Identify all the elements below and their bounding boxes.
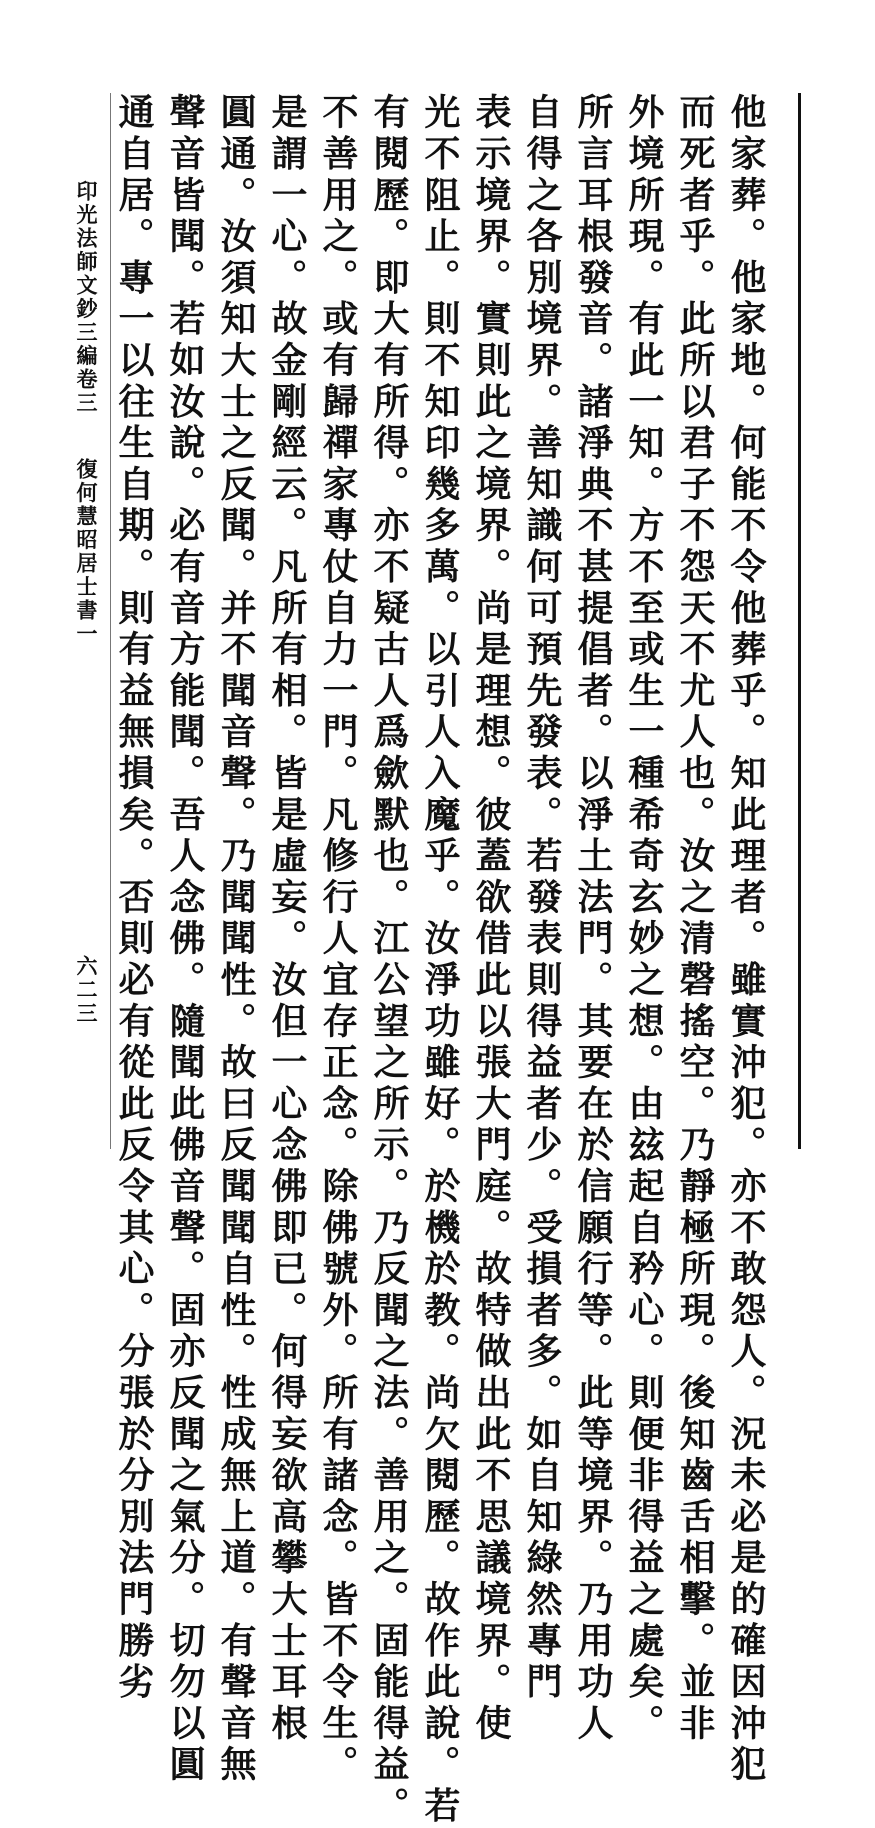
text-column-12: 聲音皆聞。若如汝說。必有音方能聞。吾人念佛。隨聞此佛音聲。固亦反聞之氣分。切勿以圓 [164, 93, 206, 1787]
page-fold-line [110, 93, 111, 1149]
text-column-1: 他家葬。他家地。何能不令他葬乎。知此理者。雖實沖犯。亦不敢怨人。況未必是的確因沖犯 [725, 93, 767, 1787]
text-column-5: 自得之各別境界。善知識何可預先發表。若發表則得益者少。受損者多。如自知綠然專門 [521, 93, 563, 1704]
text-column-11: 圓通。汝須知大士之反聞。并不聞音聲。乃聞聞性。故曰反聞聞自性。性成無上道。有聲音無 [215, 93, 257, 1787]
text-frame [113, 93, 801, 1828]
text-column-7: 光不阻止。則不知印幾多萬。以引人入魔乎。汝淨功雖好。於機於教。尚欠閱歷。故作此說。若 [419, 93, 461, 1828]
text-column-4: 所言耳根發音。諸淨典不甚提倡者。以淨土法門。其要在於信願行等。此等境界。乃用功人 [572, 93, 614, 1745]
letter-title: 復何慧昭居士書一 [74, 458, 99, 646]
text-column-9: 不善用之。或有歸禪家專仗自力一門。凡修行人宜存正念。除佛號外。所有諸念。皆不令生。 [317, 93, 359, 1787]
text-column-8: 有閱歷。即大有所得。亦不疑古人爲歛默也。江公望之所示。乃反聞之法。善用之。固能得益。 [368, 93, 410, 1828]
text-column-2: 而死者乎。此所以君子不怨天不尤人也。汝之清磬搖空。乃靜極所現。後知齒舌相擊。並非 [674, 93, 716, 1745]
text-column-10: 是謂一心。故金剛經云。凡所有相。皆是虛妄。汝但一心念佛即已。何得妄欲高攀大士耳根 [266, 93, 308, 1745]
text-column-6: 表示境界。實則此之境界。尚是理想。彼蓋欲借此以張大門庭。故特做出此不思議境界。使 [470, 93, 512, 1745]
text-column-3: 外境所現。有此一知。方不至或生一種希奇玄妙之想。由玆起自矜心。則便非得益之處矣。 [623, 93, 665, 1745]
page-number: 六二三 [74, 955, 99, 1026]
book-title: 印光法師文鈔三編卷三 [74, 180, 99, 415]
text-column-13: 通自居。專一以往生自期。則有益無損矣。否則必有從此反令其心。分張於分別法門勝劣 [113, 93, 155, 1704]
